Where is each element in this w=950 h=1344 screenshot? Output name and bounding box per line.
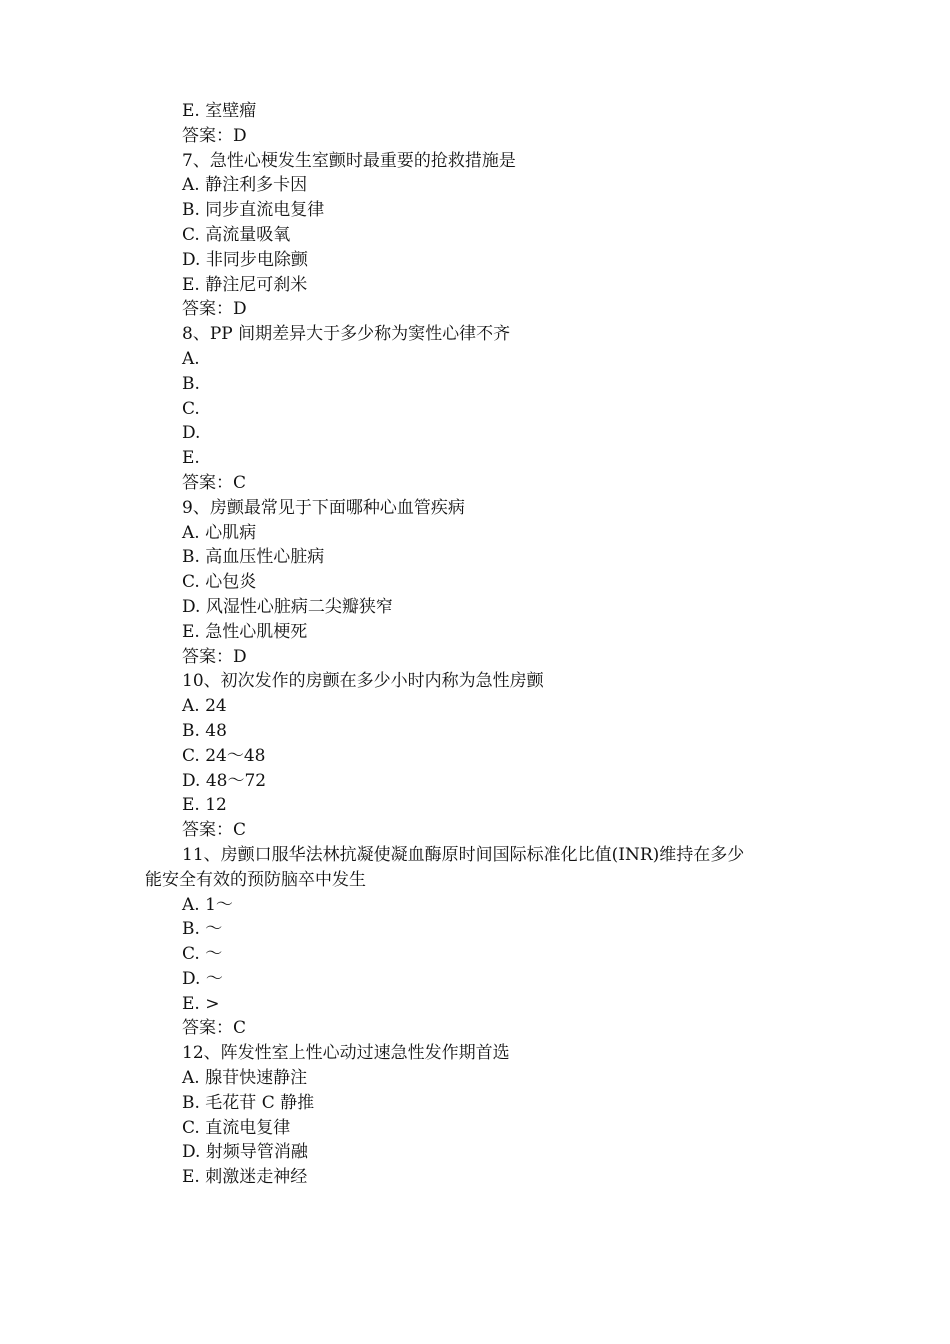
answer-line: 答案：C [182,820,247,841]
option-line: E. [182,448,200,469]
answer-line: 答案：D [182,299,247,320]
option-line: E. 静注尼可刹米 [182,274,308,295]
option-line: C. 心包炎 [182,572,257,593]
option-line: B. 同步直流电复律 [182,200,325,221]
option-line: D. [182,423,201,444]
option-line: A. 1～ [182,894,233,915]
question-line: 10、初次发作的房颤在多少小时内称为急性房颤 [182,671,544,692]
option-line: D. ～ [182,968,223,989]
option-line: A. [182,348,200,369]
option-line: B. 毛花苷 C 静推 [182,1092,315,1113]
option-line: E. 12 [182,795,227,816]
answer-line: 答案：D [182,125,247,146]
option-line: E. 刺激迷走神经 [182,1167,308,1188]
question-line: 9、房颤最常见于下面哪种心血管疾病 [182,497,465,518]
option-line: A. 静注利多卡因 [182,175,308,196]
option-line: D. 射频导管消融 [182,1142,308,1163]
option-line: A. 心肌病 [182,522,257,543]
option-line: D. 非同步电除颤 [182,249,308,270]
option-line: B. [182,373,200,394]
option-line: D. 48～72 [182,770,267,791]
option-line: C. 24～48 [182,745,266,766]
option-line: C. [182,398,200,419]
option-line: B. 48 [182,720,227,741]
question-line: 7、急性心梗发生室颤时最重要的抢救措施是 [182,150,516,171]
option-line: E. > [182,993,220,1014]
document-body [145,99,825,1190]
option-line: B. ～ [182,919,223,940]
question-line-continued: 能安全有效的预防脑卒中发生 [145,869,366,890]
option-line: C. 高流量吸氧 [182,224,291,245]
option-line: E. 急性心肌梗死 [182,621,308,642]
answer-line: 答案：C [182,472,247,493]
option-line: C. 直流电复律 [182,1117,291,1138]
question-line: 12、阵发性室上性心动过速急性发作期首选 [182,1043,510,1064]
option-line: E. 室壁瘤 [182,101,257,121]
option-line: A. 24 [182,696,227,717]
option-line: D. 风湿性心脏病二尖瓣狭窄 [182,596,393,617]
option-line: B. 高血压性心脏病 [182,547,325,568]
question-line: 11、房颤口服华法林抗凝使凝血酶原时间国际标准化比值(INR)维持在多少 [182,844,745,865]
answer-line: 答案：C [182,1018,247,1039]
option-line: C. ～ [182,944,223,965]
option-line: A. 腺苷快速静注 [182,1068,308,1089]
answer-line: 答案：D [182,646,247,667]
question-line: 8、PP 间期差异大于多少称为窦性心律不齐 [182,324,511,345]
